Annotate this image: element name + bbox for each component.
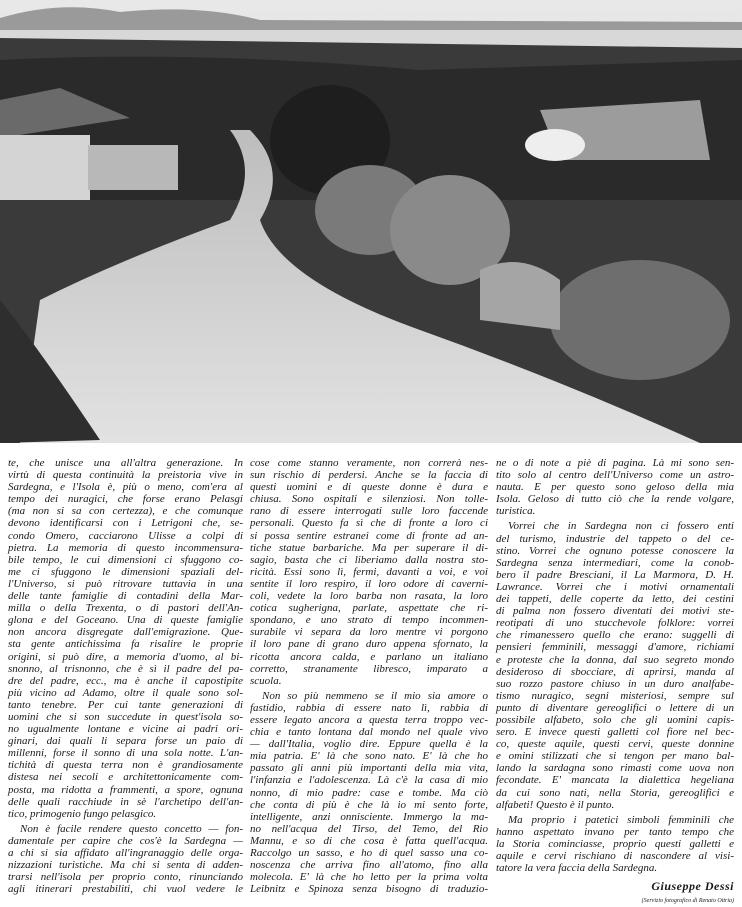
goat [525, 129, 585, 161]
text-line: fastidio, rabbia di essere nato lì, rabbia di [250, 701, 488, 714]
flowering-bush [550, 260, 730, 380]
text-line: tanto tenebre. Per cui tante generazioni di [8, 698, 243, 711]
text-line: no nell'acqua del Tirso, del Temo, del Rio [250, 822, 488, 835]
text-line: nonno, di mio padre: case e tombe. Ma ciò [250, 786, 488, 799]
text-line: tempo dei nuragici, che forse erano Pelasgi [8, 493, 243, 506]
text-line: suo rozzo pastore chiuso in un duro analfabe- [496, 677, 734, 690]
text-line: Ma proprio i patetici simboli femminili che [508, 813, 734, 826]
text-line: condo Omero, cacciarono Ulisse a colpi di [8, 529, 243, 542]
text-line: coli, vedete la loro barba non rasata, la loro [250, 590, 488, 603]
text-line: tico, primogenio fungo pelasgico. [8, 807, 157, 820]
text-line: reotipati di uno stucchevole folklore: vorrei [496, 617, 734, 630]
text-line: Raccolgo un sasso, e ho di quel sasso una co- [250, 847, 488, 859]
text-line: trarsi nell'isola per proprio conto, rinunciando [8, 871, 243, 884]
text-line: desideroso di sbocciare, di aprirsi, manda al [496, 665, 734, 678]
text-line: cose come stanno veramente, non correrà nes- [250, 457, 488, 469]
text-line: stino. Vorrei che ognuno potesse conoscere la [496, 544, 734, 557]
text-line: la Storia cominciasse, proprio questi galletti e [496, 837, 734, 850]
text-line: passato gli anni più importanti della mia vita, [250, 762, 488, 775]
text-line: essere legato ancora a questa terra troppo vec- [250, 713, 488, 726]
text-line: me ci sfuggono le dimensioni spaziali del- [8, 565, 243, 578]
text-line: Sardegna, e l'Isola è, più o meno, com'era al [8, 481, 243, 494]
rocks [480, 262, 560, 330]
paragraph [250, 457, 488, 687]
text-line: milla o della Trexenta, o di pastori dell'An- [8, 602, 243, 615]
text-line: Sardegna senza intermediari, come la conob- [496, 556, 734, 569]
text-line: pietra. La memoria di questo incommensura- [8, 541, 243, 554]
text-line: — dall'Italia, voglio dire. Eppure quella è la [250, 738, 488, 751]
text-line: fecondate. E' mancata la dialettica hegeliana [496, 774, 734, 787]
text-line: più vicino ad Adamo, oltre il quale sono sol- [8, 686, 243, 699]
text-line: bile tempo, le cui dimensioni ci sfuggono co- [8, 553, 243, 566]
text-line: Leibnitz e Spinoza senza bisogno di traduzio- [250, 883, 488, 896]
paragraph [8, 823, 243, 896]
text-line: bero il padre Bresciani, il La Marmora, D. H. [496, 568, 734, 581]
text-line: millenni, forse il sonno di una sola notte. L'an- [8, 747, 243, 760]
text-line: uomini che si son succedute in quest'isola so- [8, 710, 243, 723]
text-line: hanno aspettato invano per tanto tempo che [496, 825, 734, 838]
text-line: si possa sentire estranei come di fronte ad an- [250, 529, 488, 542]
text-line: cotica sugherigna, parlate, aspettate che ri- [250, 602, 488, 615]
text-line: ricità. Essi sono lì, fermi, davanti a voi, e voi [250, 565, 488, 578]
text-line: a chi si sia affidato all'ingranaggio delle orga- [8, 847, 243, 859]
text-line: distesa nei secoli e architettonicamente com- [8, 771, 243, 784]
text-line: dei tappeti, delle coperte da letto, dei cestini [496, 593, 734, 606]
text-column-1 [8, 457, 243, 898]
text-line: no ugualmente lontane e vicine ai padri ori- [8, 723, 243, 736]
text-line: turistica. [496, 505, 536, 518]
text-line: e omini stilizzati che si tengon per mano bal- [496, 750, 734, 763]
text-line: tito solo al centro dell'Universo come un astro- [496, 469, 734, 482]
text-line: possibile alfabeto, solo che gli uomini capis- [496, 713, 734, 726]
author-signature: Giuseppe Dessi [651, 879, 734, 894]
text-line: lando la sardagna sono rimasti come uova non [496, 762, 734, 775]
text-line: e proteste che la donna, dal suo segreto mondo [496, 653, 734, 666]
text-line: scuola. [250, 674, 282, 687]
paragraph [496, 814, 734, 874]
text-line: sun rischio di perdersi. Anche se la faccia di [250, 469, 488, 482]
text-line: origini, si può dire, a memoria d'uomo, al bi- [8, 650, 243, 663]
text-line: surabile vi separa da loro mentre vi porgono [250, 626, 488, 639]
text-line: snonno, al trisnonno, che è sì il padre del pa- [8, 662, 243, 675]
ruined-wall [88, 145, 178, 190]
text-line: rano di essere interrogati sulle loro faccende [250, 505, 488, 518]
text-line: tiche statue barbariche. Ma per superare il di- [250, 541, 488, 554]
text-line: Lawrance. Vorrei che i motivi ornamentali [496, 580, 734, 593]
text-line: posta, ma ridotta a frammenti, a spore, ognuna [8, 783, 243, 796]
text-line: agli itinerari prestabiliti, chi vuol vedere le [8, 883, 243, 896]
text-line: del turismo, industrie del tappeto o del ce- [496, 532, 734, 545]
text-line: Mannu, e so di che cosa è fatta quell'acqua. [250, 834, 488, 847]
landscape-photo [0, 0, 742, 443]
text-line: sentite il loro respiro, il loro odore di caverni- [250, 577, 488, 590]
text-line: intelligente, anzi onnisciente. Immergo la ma- [250, 810, 488, 823]
text-line: molecola. E' là che ho letto per la prima volta [250, 871, 488, 884]
text-line: sta gente antichissima fa risalire le proprie [8, 638, 243, 651]
text-line: (ma non si sa con certezza), e che comunque [8, 505, 243, 518]
text-column-3 [496, 457, 734, 907]
text-line: Vorrei che in Sardegna non ci fossero enti [508, 520, 734, 533]
paragraph [496, 520, 734, 810]
text-line: te, che unisce una all'altra generazione. In [8, 457, 243, 469]
text-line: Isola. Geloso di tutto ciò che la rende volgare, [496, 493, 734, 506]
text-line: devono identificarsi con i Letrigoni che, se- [8, 517, 243, 530]
text-line: sero. E invece questi galletti col fiore nel bec- [496, 726, 734, 739]
text-line: nizzazioni turistiche. Ma chi si senta di adden- [8, 859, 243, 872]
text-line: di palma non fossero diventati dei motivi ste- [496, 605, 734, 618]
text-line: chiusa. Sono ospitali e silenziosi. Non tolle- [250, 493, 488, 506]
text-line: spondano, e uno strato di tempo incommen- [250, 614, 488, 627]
photo-credit: (Servizio fotografico di Renato Ottria) [641, 898, 734, 905]
text-line: Non so più nemmeno se il mio sia amore o [262, 689, 488, 702]
text-line: ginari, dai quali li separa forse un paio di [8, 735, 243, 748]
text-line: delle quali racchiude in sè l'archetipo dell'an- [8, 795, 243, 808]
text-line: pensieri femminili, messaggi d'amore, richiami [496, 641, 734, 654]
text-column-2 [250, 457, 488, 898]
text-line: sagio, basta che ci liberiamo dalla nostra sto- [250, 553, 488, 566]
text-line: corretto, stranamente libresco, imparato a [250, 662, 488, 675]
paragraph [496, 457, 734, 517]
text-line: questi uomini e di queste donne è dura e [250, 481, 488, 494]
text-line: tichità di questa terra non è grandiosamente [8, 759, 243, 772]
text-line: l'Universo, si può ritrovare tuttavia in una [8, 577, 243, 590]
text-line: aquile e cervi rischiano di nascondere al visi- [496, 850, 734, 862]
text-line: che rimanessero quello che erano: suggelli di [496, 629, 734, 642]
text-line: tismo nuragico, segni misteriosi, sempre sul [496, 689, 734, 702]
text-line: il loro pane di grano duro appena sfornato, la [250, 638, 488, 651]
text-line: delle tante famiglie di contadini della Mar- [8, 590, 243, 603]
text-line: ne o di note a piè di pagina. Là mi sono sen- [496, 457, 734, 469]
text-line: chia e tanto lontana dal mondo nel quale vivo [250, 726, 488, 739]
text-line: ricotta ancora calda, e parlano un italiano [250, 650, 488, 663]
text-line: nauta. E per questo sono geloso della mia [496, 481, 734, 494]
text-line: che conta di più è che là io mi sento forte, [250, 798, 488, 811]
text-line: alfabeti! Questo è il punto. [496, 798, 615, 811]
text-line: Non è facile rendere questo concetto — fon- [20, 822, 243, 835]
text-line: noscenza che arriva fino all'atomo, fino alla [250, 859, 488, 872]
text-line: dre del padre, ecc., ma è anche il capostipite [8, 674, 243, 687]
paragraph [8, 457, 243, 820]
text-line: virtù di questa continuità la preistoria vive in [8, 469, 243, 482]
text-line: punto di diventare gereoglifici o lettere di un [496, 701, 734, 714]
text-line: tatore la vera faccia della Sardegna. [496, 862, 658, 875]
text-line: non ancora disgregate dall'emigrazione. Que- [8, 626, 243, 639]
text-line: da cui sono nati, nella Storia, gereoglifici e [496, 786, 734, 799]
text-line: mia patria. E' là che sono nato. E' là che ho [250, 750, 488, 763]
paragraph [250, 690, 488, 896]
text-line: glona e del Goceano. Una di queste famiglie [8, 614, 243, 627]
stone-house-wall [0, 135, 90, 200]
text-line: l'infanzia e l'adolescenza. Là c'è la casa di mio [250, 774, 488, 787]
text-line: co, queste aquile, questi cervi, queste donnine [496, 738, 734, 751]
text-line: personali. Questo fa sì che di fronte a loro ci [250, 517, 488, 530]
text-line: damentale per capire che cos'è la Sardegna — [8, 834, 243, 847]
